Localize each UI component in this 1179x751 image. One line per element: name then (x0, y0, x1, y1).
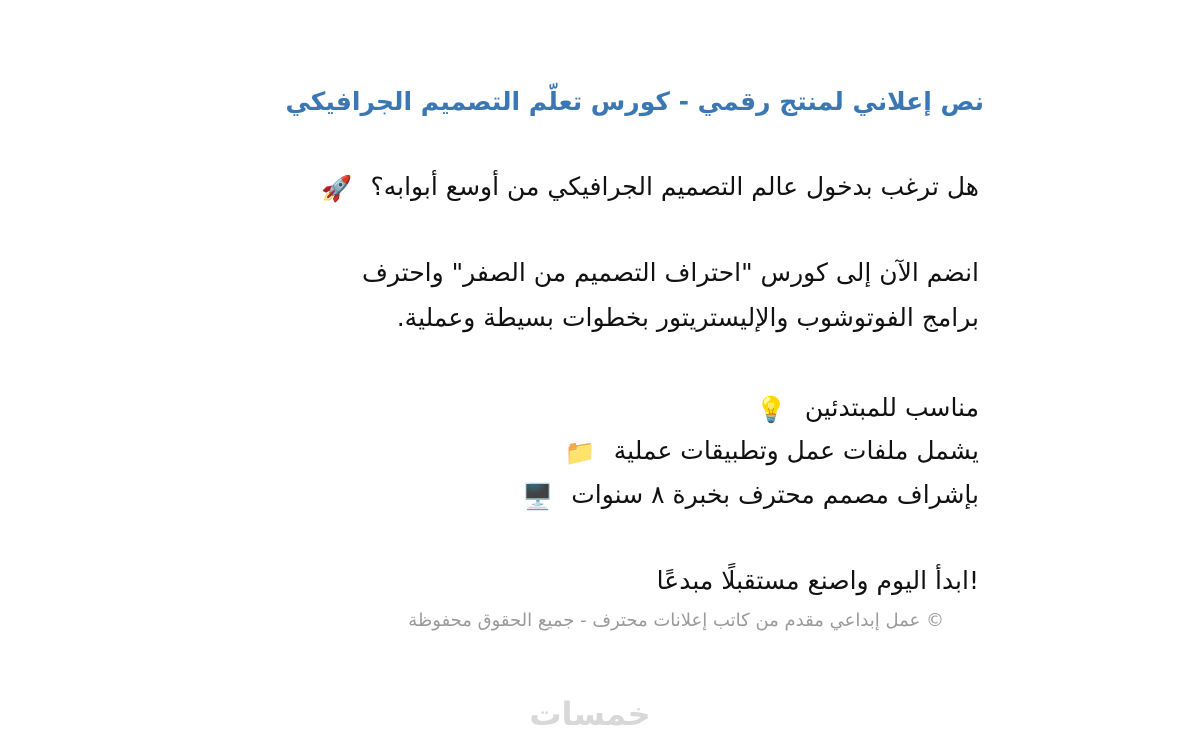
question-text: هل ترغب بدخول عالم التصميم الجرافيكي من أوسع أبوابه؟ (370, 172, 979, 201)
join-line-1: انضم الآن إلى كورس "احتراف التصميم من الصفر" واحترف (361, 258, 979, 287)
feature-text: بإشراف مصمم محترف بخبرة ٨ سنوات (571, 480, 979, 509)
lightbulb-icon: 💡 (755, 394, 787, 424)
document-title: نص إعلاني لمنتج رقمي - كورس تعلّم التصميم الجرافيكي (285, 87, 984, 116)
rocket-icon: 🚀 (321, 173, 353, 203)
desktop-computer-icon: 🖥️ (522, 481, 554, 511)
call-to-action: !ابدأ اليوم واصنع مستقبلًا مبدعًا (656, 566, 979, 595)
feature-text: يشمل ملفات عمل وتطبيقات عملية (613, 436, 979, 465)
question-line (174, 166, 979, 208)
watermark-logo: خمسات (529, 695, 651, 733)
copyright-notice: © عمل إبداعي مقدم من كاتب إعلانات محترف - جميع الحقوق محفوظة (408, 610, 944, 631)
feature-item-instructor (174, 474, 979, 516)
feature-text: مناسب للمبتدئين (804, 393, 979, 422)
feature-item-files (174, 430, 979, 472)
join-line-2: برامج الفوتوشوب والإليستريتور بخطوات بسيطة وعملية. (396, 303, 979, 332)
folder-icon: 📁 (564, 437, 596, 467)
feature-item-beginners (174, 387, 979, 429)
